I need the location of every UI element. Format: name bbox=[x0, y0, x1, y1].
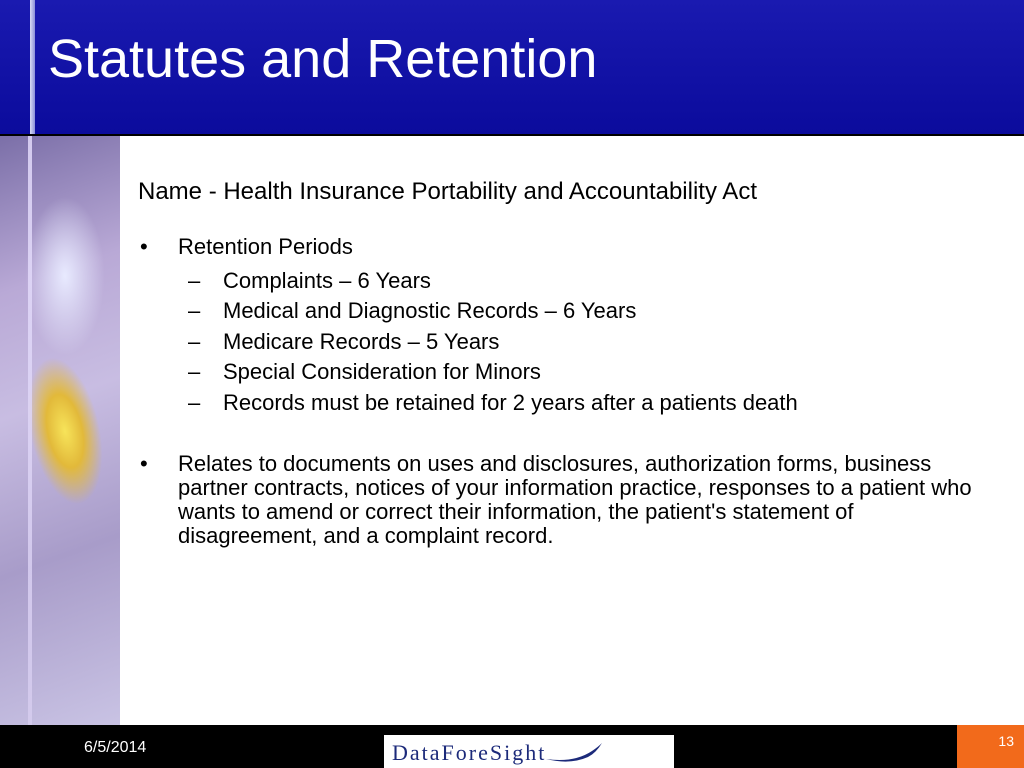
page-number: 13 bbox=[998, 733, 1014, 749]
logo-text: DataForeSight bbox=[392, 740, 547, 765]
bullet-text: Relates to documents on uses and disclosures, authorization forms, business partner contracts, notices of your information practice, responses to a patient who wants to amend or correct their information, the patient's statement of disagreement, and a complaint record. bbox=[178, 451, 972, 549]
act-name-heading: Name - Health Insurance Portability and Accountability Act bbox=[138, 178, 757, 205]
sub-item-minors: – Special Consideration for Minors bbox=[188, 359, 541, 385]
side-decorative-image bbox=[0, 136, 120, 725]
sub-item-medicare-records: – Medicare Records – 5 Years bbox=[188, 328, 500, 354]
sub-item-patient-death: – Records must be retained for 2 years after a patients death bbox=[188, 389, 798, 415]
sub-item-complaints: – Complaints – 6 Years bbox=[188, 267, 431, 293]
slide-content bbox=[138, 178, 998, 548]
slide-footer bbox=[0, 725, 1024, 768]
title-bar bbox=[0, 0, 1024, 136]
retention-sub-list bbox=[178, 266, 998, 419]
bullet-relates-to-documents bbox=[138, 452, 998, 548]
logo-swoosh-icon bbox=[544, 741, 604, 763]
sub-item-medical-records: – Medical and Diagnostic Records – 6 Years bbox=[188, 298, 637, 324]
bullet-text: Retention Periods bbox=[178, 233, 353, 259]
bullet-retention-periods bbox=[138, 235, 998, 419]
title-accent-line bbox=[30, 0, 35, 134]
bullet-marker: • bbox=[140, 451, 148, 477]
footer-date: 6/5/2014 bbox=[84, 739, 147, 756]
page-number-box bbox=[957, 725, 1024, 768]
company-logo bbox=[384, 735, 674, 768]
slide-title: Statutes and Retention bbox=[48, 29, 598, 89]
bullet-marker: • bbox=[140, 233, 148, 259]
